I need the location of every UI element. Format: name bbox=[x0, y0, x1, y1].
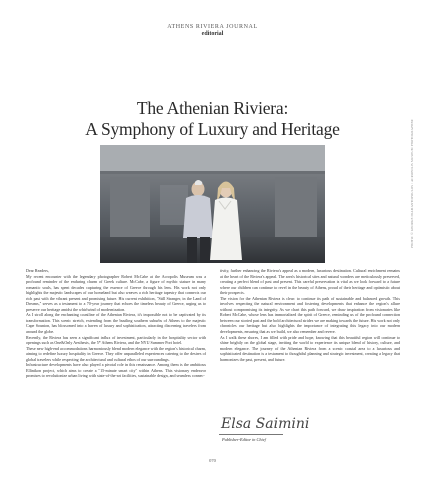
paragraph: Recently, the Riviera has seen a significant influx of investment, particularly in the hospitality sector with openings such as One&Only Aesthesis, the 5* Athens Riviera, and the NYU Summer Port hotel. bbox=[26, 334, 206, 346]
publication-name: ATHENS RIVIERA JOURNAL bbox=[167, 24, 258, 30]
page-number: 070 bbox=[209, 458, 216, 463]
photo-credit: PHOTO: © GEORGE DIAMANTOPOULOS / ACROPOLIS MUSEUM PHOTOGRAPHER bbox=[410, 119, 414, 248]
signature-divider bbox=[219, 434, 283, 435]
masthead bbox=[0, 24, 425, 37]
article-title bbox=[0, 98, 425, 140]
right-column bbox=[220, 268, 400, 362]
left-column bbox=[26, 268, 206, 379]
photo-two-people-icon bbox=[100, 145, 325, 263]
signature: Elsa Saimini bbox=[221, 416, 310, 432]
signer-title: Publisher-Editor in Chief bbox=[222, 437, 266, 442]
paragraph: Infrastructure developments have also played a pivotal role in this renaissance. Among them is the ambitious Ellinikon project, which aims to create a "15-minute smart city" within Athens. This visionary endeavor promises to revolutionize urban living with state-of-the-art facilities, sustainable design, and seamless connec- bbox=[26, 362, 206, 379]
greeting: Dear Readers, bbox=[26, 268, 49, 273]
title-line-1: The Athenian Riviera: bbox=[136, 98, 289, 118]
paragraph: As I walk these shores, I am filled with pride and hope, knowing that this beautiful region will continue to shine brightly on the global stage, inviting the world to experience its unique blend of history, culture, and modern elegance. The journey of the Athenian Riviera from a scenic coastal area to a luxurious and sophisticated destination is a testament to thoughtful planning and strategic investment, creating a legacy that harmonizes the past, present, and future. bbox=[220, 334, 400, 362]
section-label: editorial bbox=[201, 31, 224, 37]
paragraph: These new high-end accommodations harmoniously blend modern elegance with the region's historical charm, aiming to redefine luxury hospitality in Greece. They offer unparalleled experiences catering to the desires of global travelers while respecting the architectural and cultural ethos of our surroundings. bbox=[26, 345, 206, 362]
title-line-2: A Symphony of Luxury and Heritage bbox=[85, 119, 340, 139]
editorial-photo bbox=[100, 145, 325, 263]
paragraph: As I stroll along the enchanting coastline of the Athenian Riviera, it's impossible not to be captivated by its transformation. This scenic stretch, extending from the bustling southern suburbs of Athens to the majestic Cape Sounion, has blossomed into a haven of luxury and sophistication, attracting discerning travelers from around the globe. bbox=[26, 312, 206, 335]
paragraph: My recent encounter with the legendary photographer Robert McCabe at the Acropolis Museum was a profound reminder of the enduring charm of Greek culture. McCabe, a figure of mythic stature in many romantic souls, has spent decades capturing the essence of Greece through his lens. His work not only highlights the majestic landscapes of our homeland but also weaves a rich heritage tapestry that connects our rich past with the vibrant present and promising future. His current exhibition, "Still Stranger, in the Land of Dreams," serves as a testament to a 70-year journey that echoes the timeless beauty of Greece, urging us to preserve our heritage amidst the whirlwind of modernization. bbox=[26, 273, 206, 312]
paragraph: The vision for the Athenian Riviera is clear: to continue its path of sustainable and balanced growth. This involves respecting the natural environment and fostering developments that enhance the region's allure without compromising its integrity. As we chart this path forward, we draw inspiration from visionaries like Robert McCabe, whose lens has immortalized the spirit of Greece, reminding us of the profound connection between our storied past and the bold architectural strides we are making towards the future. His work not only chronicles our heritage but also highlights the importance of integrating this legacy into our modern developments, ensuring that as we build, we also remember and revere. bbox=[220, 295, 400, 335]
paragraph: tivity, further enhancing the Riviera's appeal as a modern, luxurious destination. Cultural enrichment remains at the heart of the Riviera's appeal. The area's historical sites and natural wonders are meticulously preserved, creating a perfect blend of past and present. This careful preservation is vital as we look forward to a future where our children can continue to revel in the beauty of Athens, proud of their heritage and optimistic about their prospects. bbox=[220, 268, 400, 296]
